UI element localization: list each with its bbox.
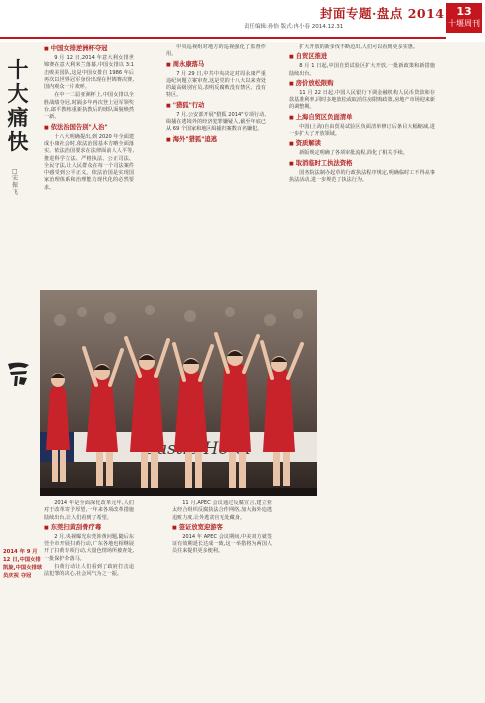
calligraphy-seal-icon [5, 360, 33, 388]
article-paragraph: 11 月,APEC 会议通过反腐宣言,建立亚太经合组织反腐执法合作网络,加大海外追逃追赃力度,让外逃贪官无处藏身。 [172, 500, 272, 521]
section-masthead: 封面专题·盘点 2014 [320, 6, 445, 21]
author-byline: □宋振飞 [12, 168, 19, 196]
article-paragraph: 2014 年是全面深化改革元年,人们对于改革寄予厚望,一年来各项改革措施陆续出台,让人们看到了希望。 [44, 500, 134, 521]
article-paragraph: 扩大开放的新步伐不断迈出,人们可以看到更多实惠。 [299, 44, 418, 50]
article-paragraph: 国务院法制办起草的行政执法程序规定,明确临时工不得从事执法活动,进一步规范了执法行为。 [289, 169, 435, 183]
article-headline: ■ 海外"猎狐"追逃 [166, 135, 266, 145]
header-rule [0, 37, 446, 39]
article-paragraph: 中央巡视组对地方的巡视强化了监督作用。 [166, 44, 266, 58]
article-paragraph: 十八大明确提出,到 2020 年全面建成小康社会时,依法治国基本方略全面落实。依法治国要求在法律面前人人平等,推进科学立法、严格执法、公正司法、全民守法,让人民群众在每一个司法案件中感受到公平正义。依法治国是实现国家治理体系和治理能力现代化的必然要求。 [44, 133, 134, 191]
article-headline: ■ 取消临时工执法资格 [289, 159, 435, 169]
article-paragraph: 9 月 12 日,2014 年意大利女排世锦赛在意大利米兰落幕,中国女排以 3:1 击败美国队,这是中国女排自 1986 年后再次以世界冠军身份出现在世锦赛决赛,国内观众一片欢呼。 [44, 55, 134, 91]
article-paragraph: 中国(上海)自由贸易试验区负面清单修订后条目大幅缩减,进一步扩大了开放领域。 [289, 123, 435, 138]
article-headline: ■ 自贸区推进 [289, 52, 435, 62]
article-headline: ■ 东莞扫黄刮骨疗毒 [44, 523, 134, 533]
page-header [0, 0, 485, 42]
editor-meta-line: 责任编辑:孙怡 版式:冉小春 2014.12.31 [244, 24, 344, 30]
article-paragraph: 2014 年 APEC 会议期间,中美双方就签证有效期延长达成一致,这一举措将为两国人员往来提供更多便利。 [172, 533, 272, 555]
article-headline: ■ 上海自贸区负面清单 [289, 113, 435, 123]
article-headline: ■ 周永康落马 [166, 60, 266, 70]
article-headline: ■ 资质解读 [289, 139, 435, 149]
page-badge-label: 十堰周刊 [448, 19, 480, 28]
team-celebration-photo [40, 290, 317, 496]
article-headline: ■ 签证放宽迎游客 [172, 523, 272, 533]
page-number: 13 [456, 5, 472, 18]
article-paragraph: 新版规定明确了各项审批流程,简化了相关手续。 [299, 150, 408, 157]
article-headline: ■ "猎狐"行动 [166, 101, 266, 111]
article-paragraph: 扫黄行动让人们看到了政府打击违法犯罪的决心,社会风气为之一振。 [44, 564, 134, 578]
page-title: 十大痛快 [7, 57, 29, 154]
banner-text: Castle [144, 439, 199, 459]
article-column-1 [44, 44, 134, 284]
article-paragraph: 7 月,公安部开展"猎狐 2014"专项行动,缉捕在逃境外的经济犯罪嫌疑人,截至年底已从 69 个国家和地区缉捕归案数百名嫌犯。 [166, 111, 266, 133]
article-paragraph: 2 月,央视曝光东莞涉黄问题,随后东莞全市开展扫黄行动,广东各地也相继展开了扫黄专项行动,大量色情场所被查处,一批保护伞落马。 [44, 533, 134, 562]
article-paragraph: 在中一二届亚洲杯上,中国女排以全胜战绩夺冠,时隔多年再次登上冠军领奖台,郎平教练重新执教后的球队面貌焕然一新。 [44, 92, 134, 121]
article-headline: ■ 依法治国告别"人治" [44, 123, 134, 133]
article-column-3-lower [172, 500, 272, 695]
photo-caption: 2014 年 9 月 12 日,中国女排凯旋,中国女排球员庆祝 夺冠 [3, 549, 43, 579]
article-headline: ■ 房价放松限购 [289, 79, 435, 89]
article-headline: ■ 中国女排逆洲杯夺冠 [44, 44, 134, 54]
article-paragraph: 7 月 29 日,中共中央决定对周永康严重违纪问题立案审查,这是党的十八大以来查处的最高级别官员,表明反腐败没有禁区、没有特区。 [166, 70, 266, 99]
article-paragraph: 11 月 22 日起,中国人民银行下调金融机构人民币贷款和存款基准利率,同时多地放松或取消住房限购政策,房地产市场迎来新的调整期。 [289, 89, 435, 111]
article-column-3 [166, 44, 266, 284]
page-badge [446, 3, 482, 33]
article-column-2 [44, 500, 134, 695]
article-paragraph: 8 月 1 日起,中国自贸试验区扩大开放,一批新政策和新措施陆续出台。 [289, 63, 435, 77]
